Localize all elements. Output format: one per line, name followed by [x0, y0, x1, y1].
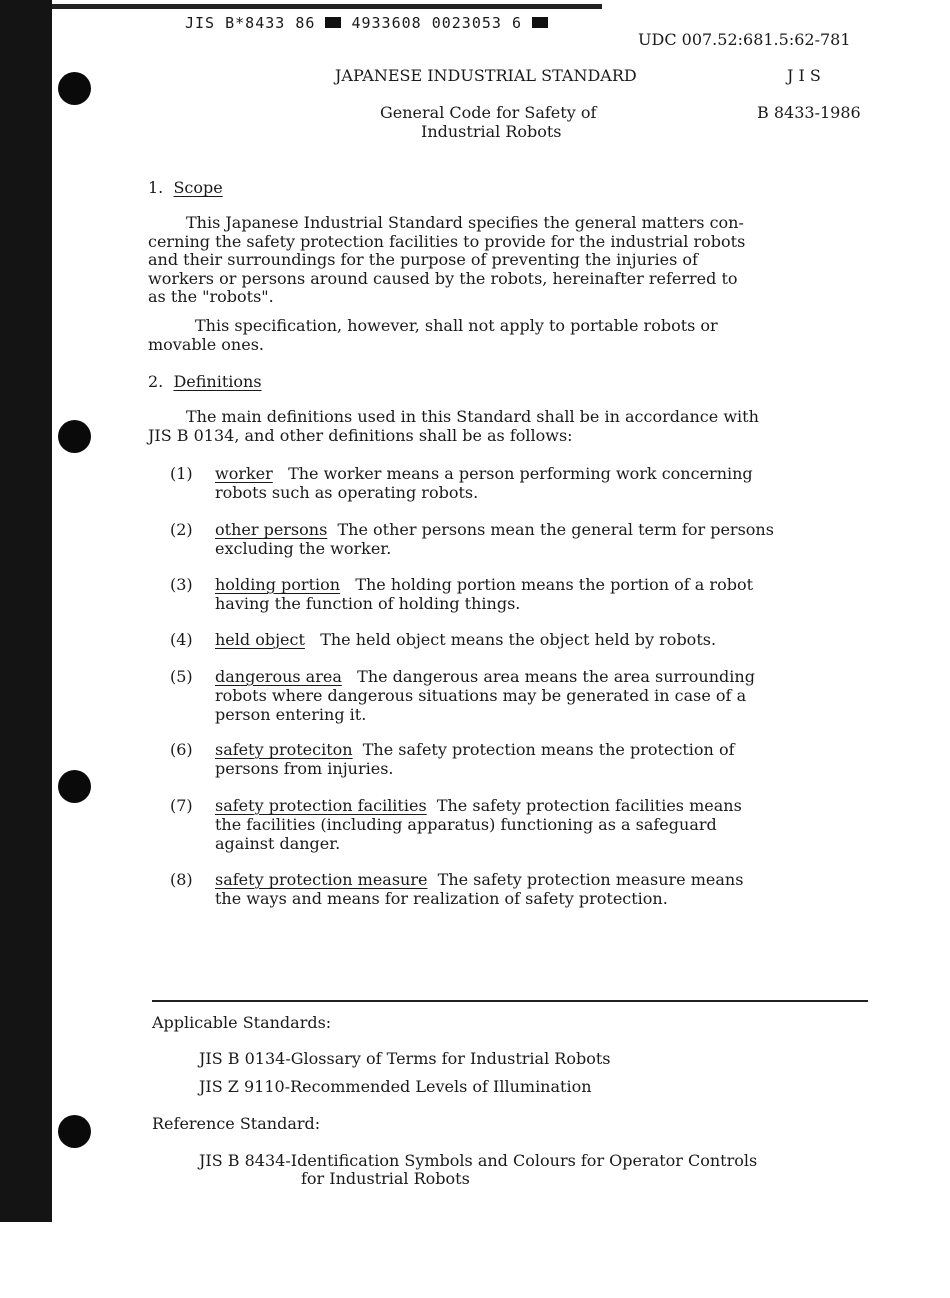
text-line: This specification, however, shall not apply to portable robots or	[195, 316, 718, 335]
top-rule	[52, 4, 602, 9]
definition-text: The safety protection measure means	[437, 870, 744, 889]
definition-text: The held object means the object held by robots.	[320, 630, 717, 649]
stamp-code-a: JIS B*8433 86	[185, 14, 316, 32]
definition-number: (2)	[170, 520, 193, 539]
definition-number: (3)	[170, 575, 193, 594]
applicable-standard-item: JIS Z 9110-Recommended Levels of Illumination	[199, 1077, 592, 1096]
punch-hole	[58, 72, 91, 105]
punch-hole	[58, 420, 91, 453]
definition-text: against danger.	[215, 834, 341, 853]
text-line: and their surroundings for the purpose of preventing the injuries of	[148, 250, 698, 270]
section-heading-definitions	[148, 372, 262, 391]
reference-standard-item-continued: for Industrial Robots	[301, 1169, 470, 1188]
definitions-intro	[148, 408, 759, 445]
standard-number: B 8433-1986	[757, 103, 861, 122]
section-title: Scope	[173, 178, 223, 197]
section-heading-scope	[148, 178, 223, 197]
applicable-standard-item: JIS B 0134-Glossary of Terms for Industrial Robots	[199, 1049, 611, 1068]
definition-text: The safety protection means the protection of	[362, 740, 735, 759]
definition-text: The holding portion means the portion of a robot	[355, 575, 754, 594]
definition-term: other persons	[215, 520, 328, 539]
section-title: Definitions	[173, 372, 262, 391]
definition-text: person entering it.	[215, 705, 367, 724]
definition-text: robots where dangerous situations may be generated in case of a	[215, 686, 747, 705]
definition-item	[215, 630, 716, 649]
standard-organization: JAPANESE INDUSTRIAL STANDARD	[335, 66, 637, 85]
definition-number: (1)	[170, 464, 193, 483]
definition-term: worker	[215, 464, 273, 483]
definition-item	[215, 464, 753, 502]
definition-term: safety protection facilities	[215, 796, 427, 815]
definition-item	[215, 667, 755, 724]
page-title-line1: General Code for Safety of	[380, 103, 597, 122]
footer-divider	[152, 1000, 868, 1002]
definition-term: safety proteciton	[215, 740, 353, 759]
text-line: This Japanese Industrial Standard specifies the general matters con-	[186, 213, 744, 232]
text-line: JIS B 0134, and other definitions shall be as follows:	[148, 425, 573, 445]
stamp-block-mark	[532, 17, 548, 28]
text-line: workers or persons around caused by the robots, hereinafter referred to	[148, 268, 738, 288]
definition-item	[215, 740, 735, 778]
definition-item	[215, 796, 742, 853]
text-line: as the "robots".	[148, 287, 274, 307]
text-line: cerning the safety protection facilities to provide for the industrial robots	[148, 231, 746, 251]
punch-hole	[58, 770, 91, 803]
definition-term: dangerous area	[215, 667, 342, 686]
definition-term: safety protection measure	[215, 870, 428, 889]
definition-number: (4)	[170, 630, 193, 649]
applicable-standards-heading: Applicable Standards:	[152, 1013, 332, 1032]
section-number: 2.	[148, 372, 164, 391]
definition-text: robots such as operating robots.	[215, 483, 479, 502]
reference-standard-item: JIS B 8434-Identification Symbols and Colours for Operator Controls	[199, 1151, 758, 1170]
definition-text: having the function of holding things.	[215, 594, 521, 613]
udc-code: UDC 007.52:681.5:62-781	[638, 30, 851, 49]
definition-text: the facilities (including apparatus) functioning as a safeguard	[215, 815, 717, 834]
text-line: The main definitions used in this Standard shall be in accordance with	[186, 407, 759, 426]
punch-hole	[58, 1115, 91, 1148]
definition-text: the ways and means for realization of safety protection.	[215, 889, 668, 908]
scope-paragraph-1	[148, 214, 745, 307]
jis-mark: J I S	[787, 66, 821, 85]
text-line: movable ones.	[148, 334, 264, 354]
definition-term: holding portion	[215, 575, 341, 594]
stamp-line	[185, 14, 548, 32]
scope-paragraph-2	[148, 317, 718, 354]
definition-number: (8)	[170, 870, 193, 889]
definition-number: (6)	[170, 740, 193, 759]
stamp-code-b: 4933608 0023053 6	[351, 14, 522, 32]
definition-term: held object	[215, 630, 305, 649]
definition-item	[215, 520, 774, 558]
scan-binding-edge	[0, 0, 52, 1222]
definition-text: The dangerous area means the area surrounding	[357, 667, 755, 686]
page-title-line2: Industrial Robots	[421, 122, 562, 141]
section-number: 1.	[148, 178, 164, 197]
definition-text: The other persons mean the general term for persons	[337, 520, 774, 539]
stamp-block-mark	[325, 17, 341, 28]
definition-text: The worker means a person performing work concerning	[288, 464, 753, 483]
definition-text: excluding the worker.	[215, 539, 392, 558]
reference-standard-heading: Reference Standard:	[152, 1114, 321, 1133]
definition-item	[215, 575, 753, 613]
definition-number: (5)	[170, 667, 193, 686]
definition-text: The safety protection facilities means	[436, 796, 742, 815]
definition-number: (7)	[170, 796, 193, 815]
definition-item	[215, 870, 743, 908]
definition-text: persons from injuries.	[215, 759, 394, 778]
